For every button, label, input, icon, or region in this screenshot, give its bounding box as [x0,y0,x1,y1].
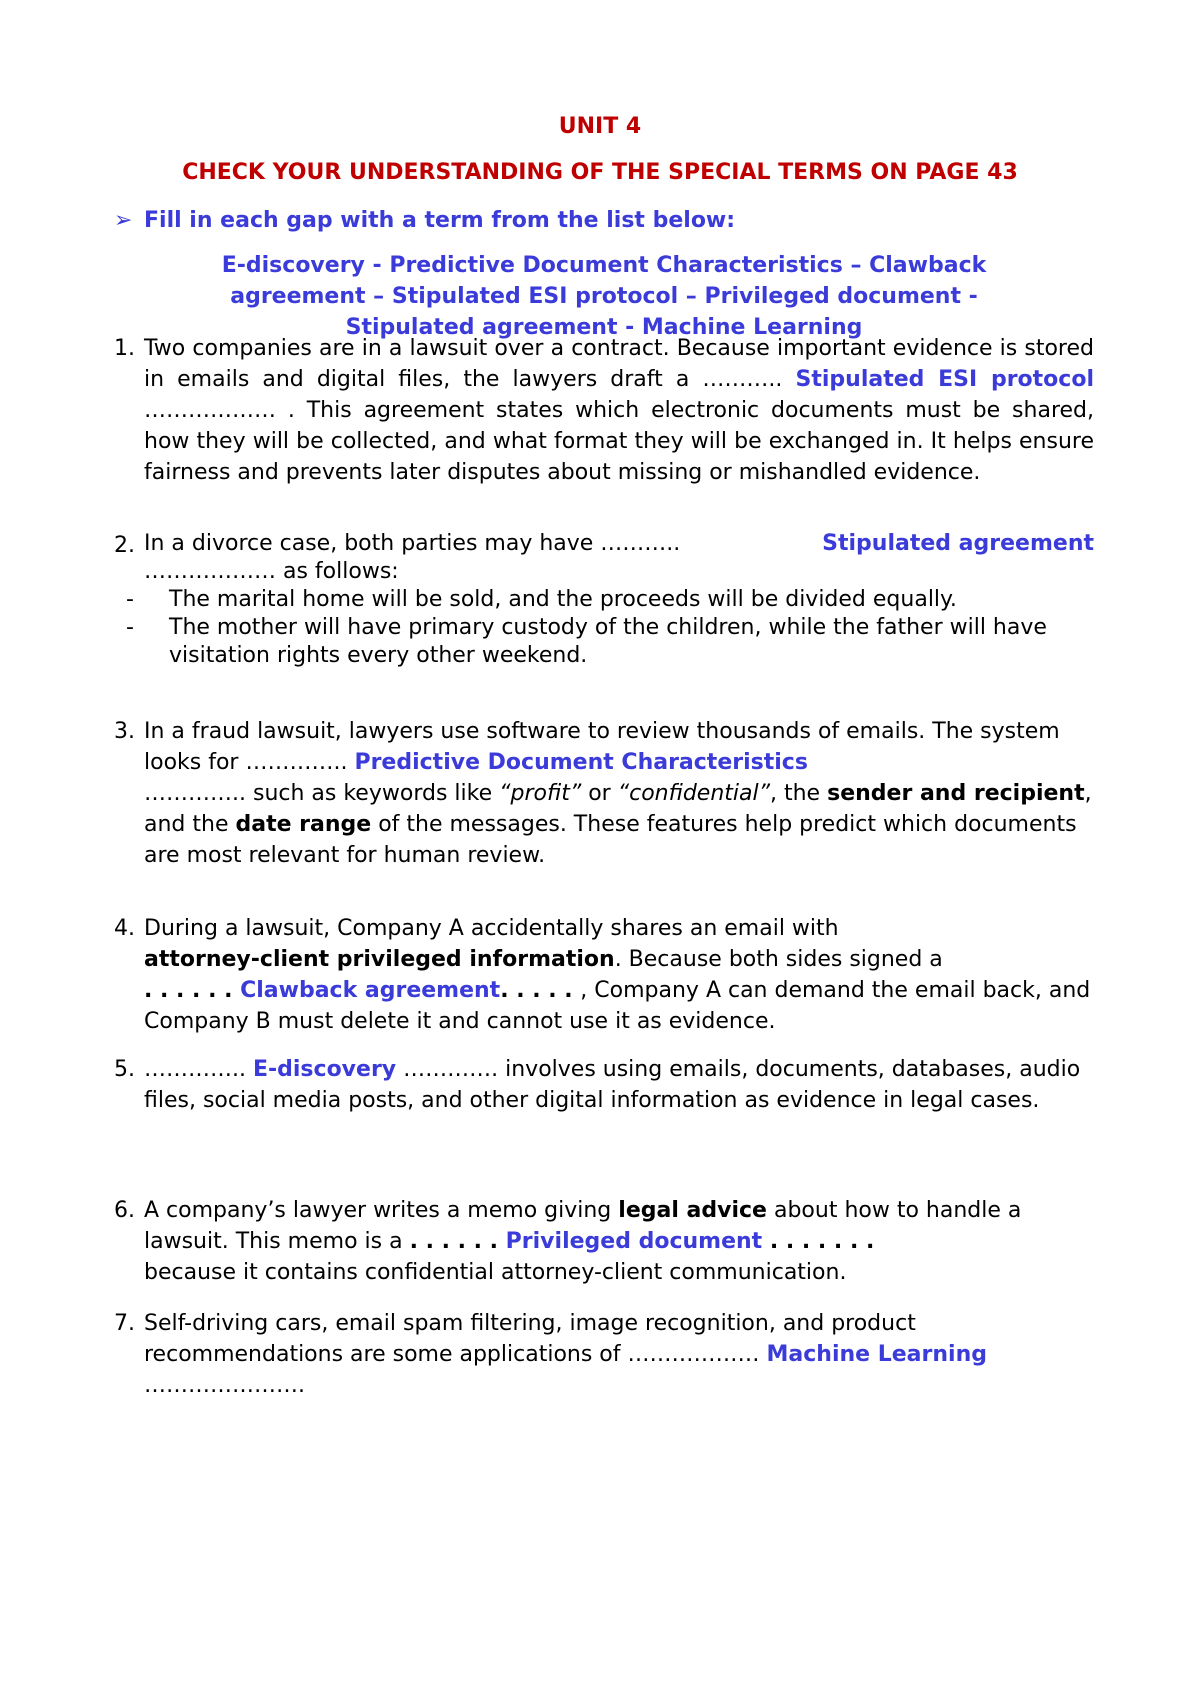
dotted-gap: . . . . . . [144,978,241,1003]
arrow-bullet-icon: ➢ [114,208,133,233]
item-text-part: of the messages. These features help predict which documents are most relevant for human review. [144,812,1077,868]
sub-list-text: The mother will have primary custody of the children, while the father will have visitation rights every other weekend. [169,615,1047,668]
bold-term: date range [235,812,372,837]
item-number: 6. [114,1198,135,1223]
dash-bullet: - [126,587,134,612]
answer-term: Clawback agreement [240,978,501,1003]
instruction-text: Fill in each gap with a term from the list below: [144,208,736,233]
item-text-part: In a divorce case, both parties may have ……….. [144,531,681,556]
item-text-part: because it contains confidential attorney-client communication. [144,1260,847,1285]
bold-term: attorney-client privileged information [144,947,615,972]
unit-title: UNIT 4 [558,114,642,139]
item-text-part: ……………… . This agreement states which electronic documents must be shared, how they will be collected, and what format they will be exchanged in. It helps ensure fairness and prevents later disputes about missing or mishandled evidence. [144,398,1094,485]
item-text [144,1054,1094,1116]
answer-term: Machine Learning [766,1342,987,1367]
term-list-line: Stipulated agreement - Machine Learning [345,315,863,340]
bold-term: sender and recipient [827,781,1085,806]
sub-list-text: The marital home will be sold, and the proceeds will be divided equally. [169,587,957,612]
item-text-part: …………………. [144,1373,305,1398]
item-text-part: about how to handle a lawsuit. This memo is a [144,1198,1022,1254]
item-text-part: . Because both sides signed a [614,947,943,972]
exercise-item-7 [114,1308,1094,1401]
exercise-item-6 [114,1195,1094,1288]
item-text [144,716,1094,871]
exercise-item-3 [114,716,1094,871]
sub-list-item [126,614,1094,670]
item-text-part: In a fraud lawsuit, lawyers use software to review thousands of emails. The system looks for ………….. [144,719,1060,775]
exercise-item-4 [114,913,1094,1037]
item-text-part: ……………… as follows: [144,559,399,584]
sub-list-item [126,586,1094,614]
item-number: 5. [114,1057,135,1082]
answer-term: E-discovery [252,1057,397,1082]
item-text-part: or [581,781,618,806]
item-text-part: During a lawsuit, Company A accidentally shares an email with [144,916,839,941]
answer-term: Predictive Document Characteristics [354,750,808,775]
dotted-gap: . . . . . [500,978,581,1003]
italic-term: “profit” [499,781,582,806]
item-text [144,1195,1094,1288]
answer-term: Stipulated ESI protocol [795,367,1094,392]
italic-term: “confidential” [617,781,770,806]
exercise-item-1 [114,333,1094,488]
item-text-part: , the [770,781,828,806]
item-number: 4. [114,916,135,941]
dotted-gap: . . . . . . [409,1229,506,1254]
dash-bullet: - [126,615,134,640]
dotted-gap: . . . . . . . [762,1229,875,1254]
bold-term: legal advice [618,1198,767,1223]
item-text-part: , Company A can demand the email back, and Company B must delete it and cannot use it as evidence. [144,978,1091,1034]
answer-term: Privileged document [505,1229,763,1254]
exercise-item-5 [114,1054,1094,1116]
item-number: 3. [114,719,135,744]
item-text-part: ………….. such as keywords like [144,781,500,806]
instruction [114,208,735,233]
term-list-line: agreement – Stipulated ESI protocol – Privileged document - [230,284,978,309]
term-list [114,250,1094,343]
item-number: 7. [114,1311,135,1336]
item-number: 1. [114,336,135,361]
item-number: 2. [114,533,135,558]
item-text [144,913,1094,1037]
item-text [144,530,1094,586]
item-text-part: ………….. [144,1057,253,1082]
item-text-part: Two companies are in a lawsuit over a contract. Because important evidence is stored in emails and digital files, the lawyers draft a ……….. [144,336,1094,392]
item-text-part: , and the [144,781,1092,837]
item-text [144,333,1094,488]
term-list-line: E-discovery - Predictive Document Characteristics – Clawback [221,253,987,278]
item-text-part: Self-driving cars, email spam filtering, image recognition, and product recommendations are some applications of ……………… [144,1311,916,1367]
section-title: CHECK YOUR UNDERSTANDING OF THE SPECIAL TERMS ON PAGE 43 [182,160,1018,185]
sub-list [126,586,1094,670]
answer-term: Stipulated agreement [822,531,1094,556]
exercise-item-2 [114,530,1094,670]
item-text-part: …………. involves using emails, documents, databases, audio files, social media posts, and other digital information as evidence in legal cases. [144,1057,1081,1113]
item-text-part: A company’s lawyer writes a memo giving [144,1198,619,1223]
item-text [144,1308,1094,1401]
